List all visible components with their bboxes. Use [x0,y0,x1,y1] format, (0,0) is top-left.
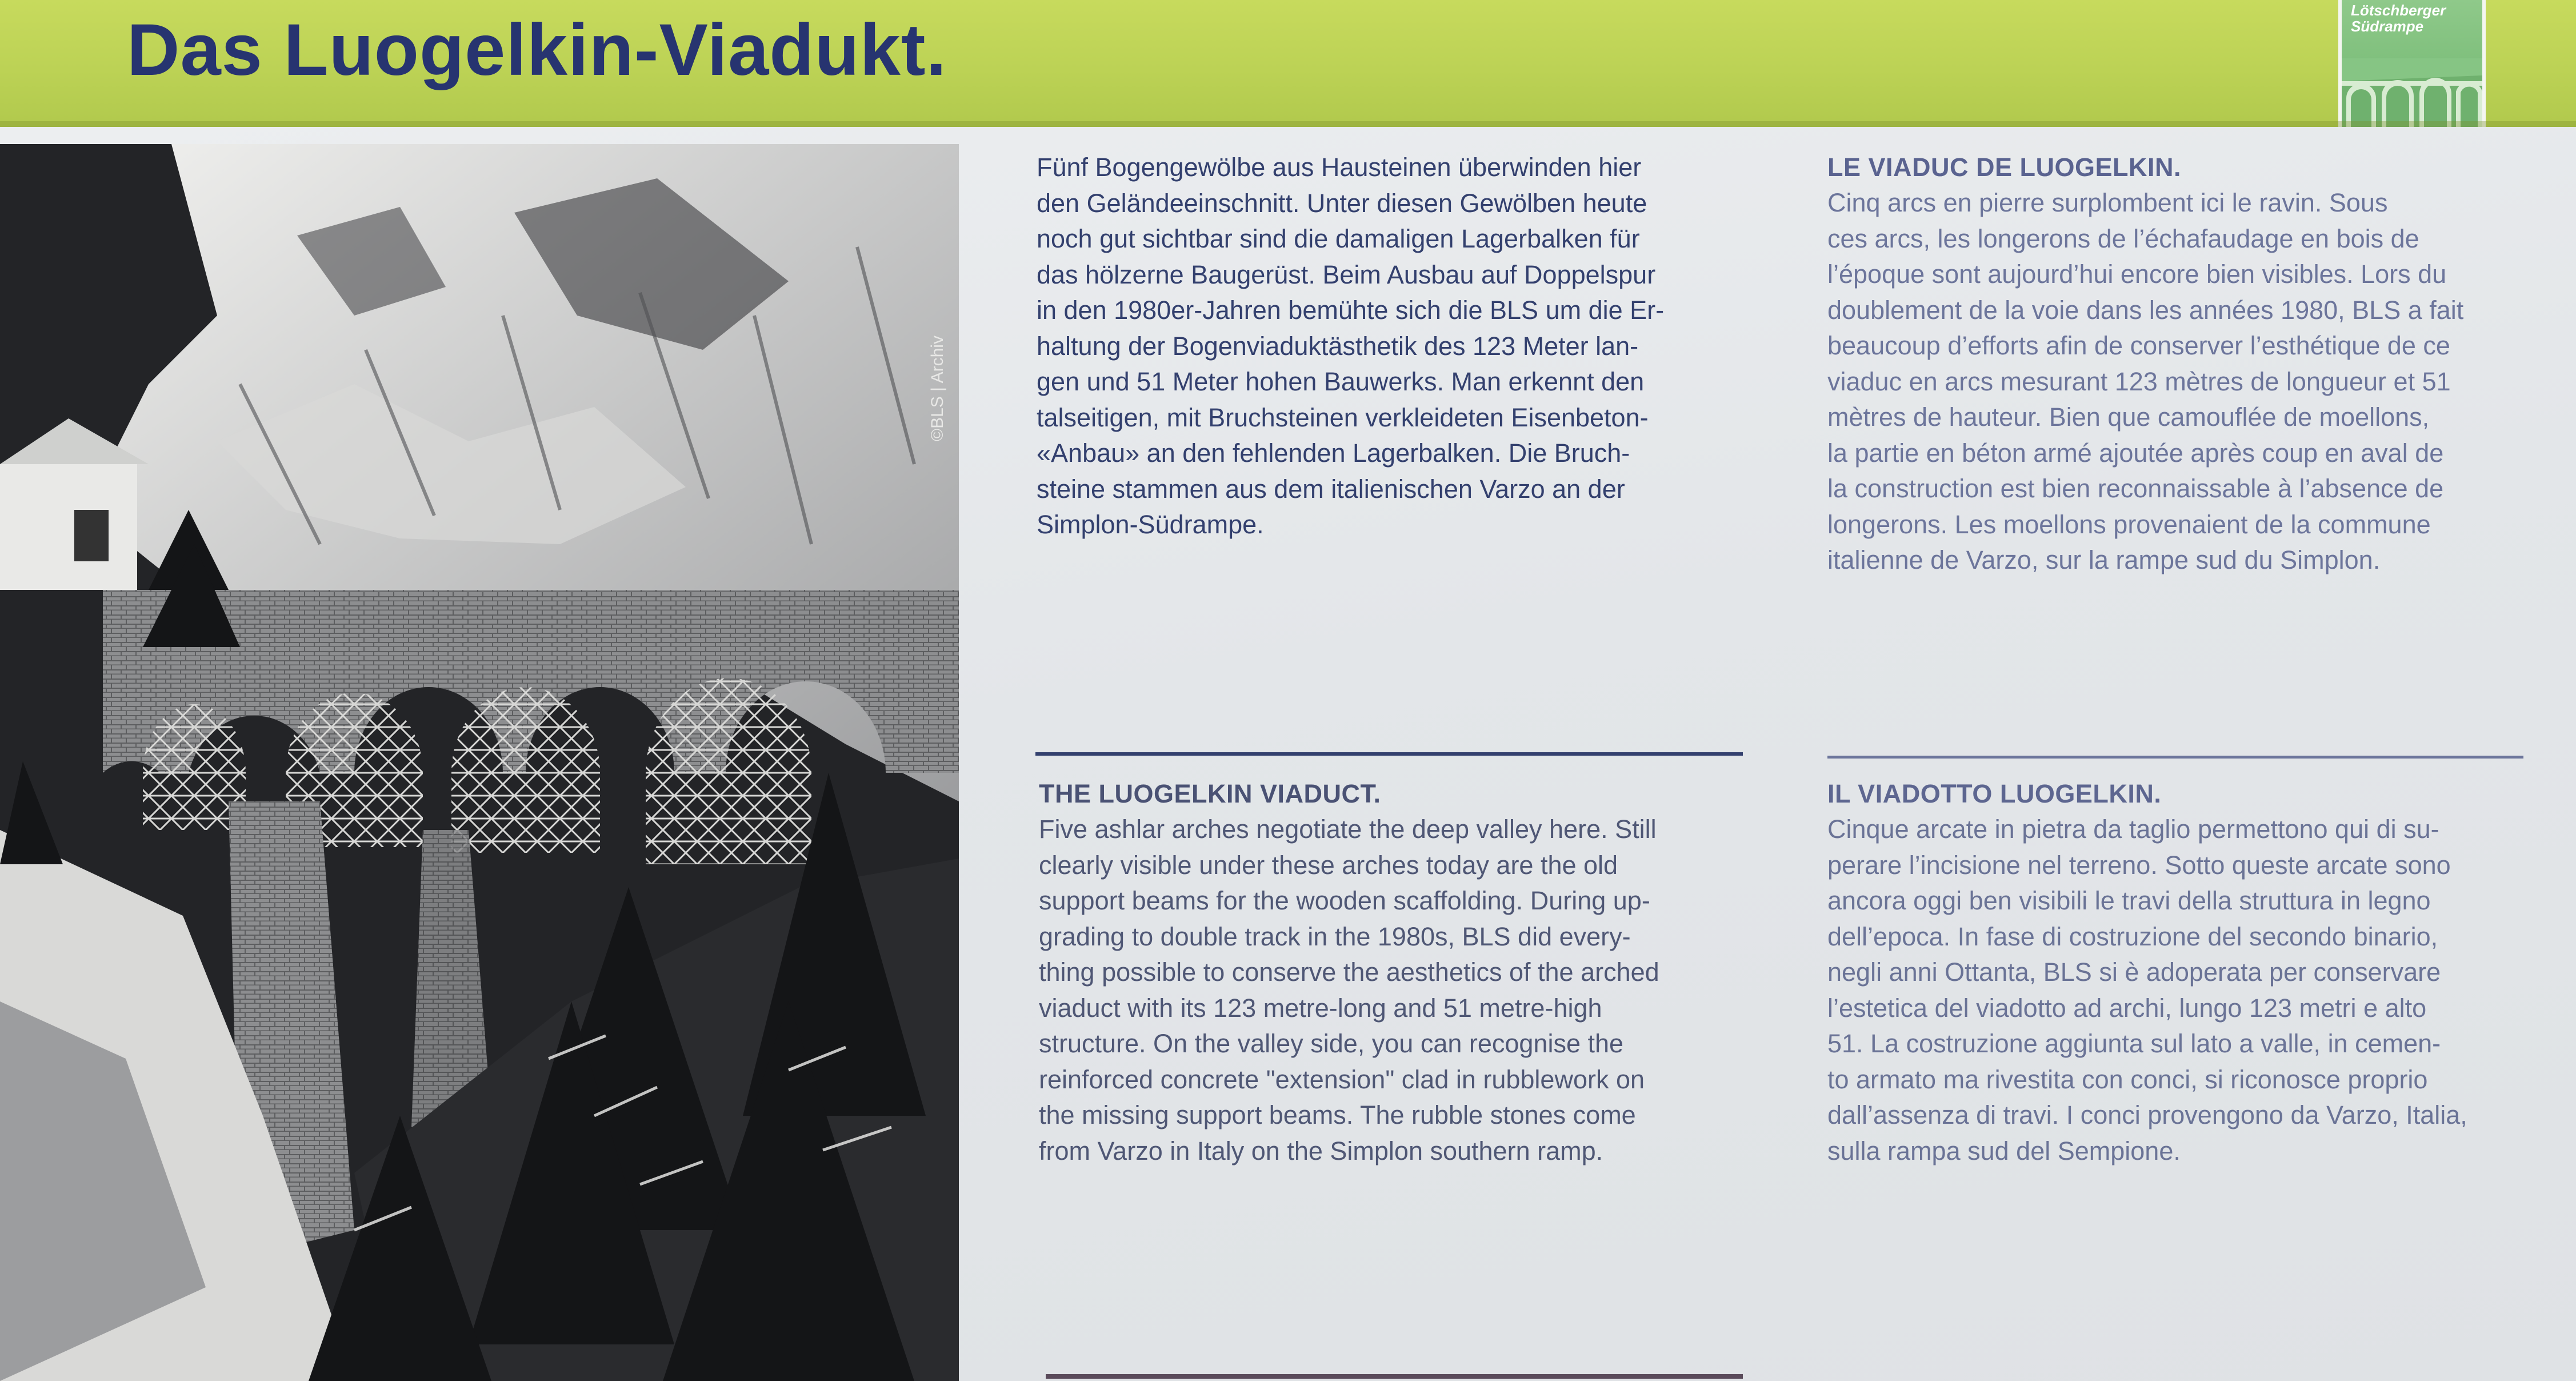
text-column-french [1827,150,2531,578]
text-line: sulla rampa sud del Sempione. [1827,1136,2181,1166]
viaduct-logo-icon [2342,58,2482,127]
text-line: mètres de hauteur. Bien que camouflée de moellons, [1827,402,2430,432]
text-line: support beams for the wooden scaffolding. During up- [1039,886,1650,915]
section-divider [1035,752,1743,756]
section-divider [1827,756,2523,759]
section-heading-english: THE LUOGELKIN VIADUCT. [1039,779,1381,808]
section-heading-italian: IL VIADOTTO LUOGELKIN. [1827,779,2162,808]
text-line: l’estetica del viadotto ad archi, lungo 123 metri e alto [1827,993,2427,1023]
text-line: from Varzo in Italy on the Simplon southern ramp. [1039,1136,1603,1166]
text-line: gen und 51 Meter hohen Bauwerks. Man erkennt den [1037,367,1645,396]
text-line: steine stammen aus dem italienischen Varzo an der [1037,474,1625,504]
bottom-divider [1046,1374,1743,1379]
text-line: negli anni Ottanta, BLS si è adoperata per conservare [1827,957,2441,987]
text-line: Cinque arcate in pietra da taglio permettono qui di su- [1827,815,2439,844]
section-heading-french: LE VIADUC DE LUOGELKIN. [1827,153,2182,182]
text-line: Cinq arcs en pierre surplombent ici le ravin. Sous [1827,188,2388,217]
text-line: Fünf Bogengewölbe aus Hausteinen überwinden hier [1037,153,1642,182]
text-line: doublement de la voie dans les années 1980, BLS a fait [1827,295,2464,325]
logo-line-2: Südrampe [2351,18,2424,35]
text-line: italienne de Varzo, sur la rampe sud du Simplon. [1827,545,2381,574]
text-line: grading to double track in the 1980s, BLS did every- [1039,921,1631,951]
text-line: perare l’incisione nel terreno. Sotto queste arcate sono [1827,850,2451,880]
text-line: Five ashlar arches negotiate the deep valley here. Still [1039,815,1657,844]
text-line: clearly visible under these arches today are the old [1039,850,1618,880]
text-line: noch gut sichtbar sind die damaligen Lagerbalken für [1037,224,1640,253]
text-line: 51. La costruzione aggiunta sul lato a valle, in cemen- [1827,1029,2441,1058]
logo-line-1: Lötschberger [2351,2,2446,19]
text-line: talseitigen, mit Bruchsteinen verkleideten Eisenbeton- [1037,402,1649,432]
historic-photo [0,144,959,1381]
text-line: reinforced concrete "extension" clad in rubblework on [1039,1064,1645,1094]
text-line: ces arcs, les longerons de l’échafaudage en bois de [1827,223,2419,253]
text-line: la construction est bien reconnaissable à l’absence de [1827,474,2444,503]
text-column-german [1037,150,1741,543]
text-line: viaduc en arcs mesurant 123 mètres de longueur et 51 [1827,366,2451,396]
text-line: l’époque sont aujourd’hui encore bien visibles. Lors du [1827,260,2447,289]
text-line: structure. On the valley side, you can recognise the [1039,1029,1624,1058]
text-line: to armato ma rivestita con conci, si riconosce proprio [1827,1064,2428,1094]
text-line: haltung der Bogenviaduktästhetik des 123 Meter lan- [1037,331,1639,361]
text-line: viaduct with its 123 metre-long and 51 metre-high [1039,993,1602,1023]
text-line: ancora oggi ben visibili le travi della struttura in legno [1827,886,2431,915]
route-logo-badge [2338,0,2486,127]
text-line: the missing support beams. The rubble stones come [1039,1100,1636,1129]
text-column-italian [1827,776,2531,1169]
page-title: Das Luogelkin-Viadukt. [127,9,947,91]
logo-text [2351,2,2477,34]
text-line: thing possible to conserve the aesthetics of the arched [1039,957,1659,987]
text-line: beaucoup d’efforts afin de conserver l’esthétique de ce [1827,331,2450,360]
text-line: Simplon-Südrampe. [1037,510,1264,539]
text-column-english [1039,776,1743,1169]
header-band [0,0,2576,127]
photo-credit: ©BLS | Archiv [928,336,947,441]
text-line: dell’epoca. In fase di costruzione del secondo binario, [1827,921,2438,951]
text-line: «Anbau» an den fehlenden Lagerbalken. Die Bruch- [1037,438,1630,468]
text-line: den Geländeeinschnitt. Unter diesen Gewölben heute [1037,188,1647,218]
text-line: dall’assenza di travi. I conci provengono da Varzo, Italia, [1827,1100,2467,1129]
text-line: in den 1980er-Jahren bemühte sich die BLS um die Er- [1037,296,1665,325]
text-line: das hölzerne Baugerüst. Beim Ausbau auf Doppelspur [1037,260,1656,289]
text-line: la partie en béton armé ajoutée après coup en aval de [1827,438,2444,468]
viaduct-photo [0,144,959,1381]
text-line: longerons. Les moellons provenaient de la commune [1827,509,2431,539]
